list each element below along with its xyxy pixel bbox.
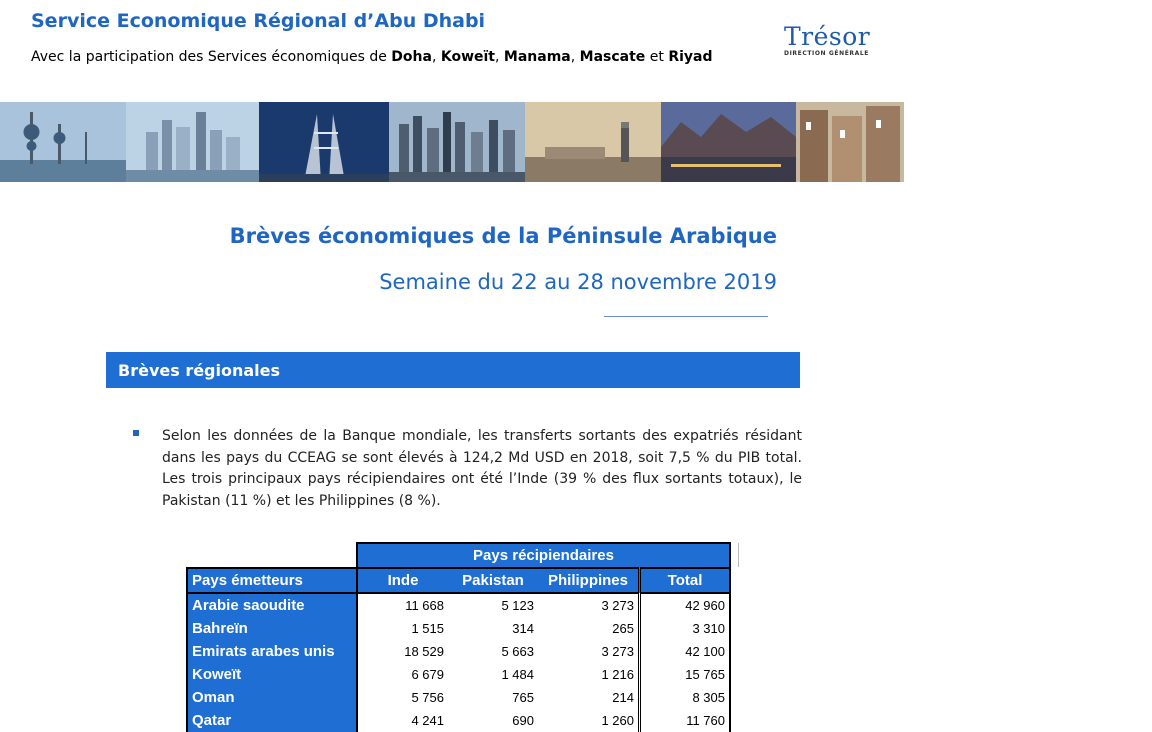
city-separator: , [495, 49, 504, 65]
cell-philippines: 3 273 [538, 593, 640, 617]
cell-inde: 6 679 [357, 663, 448, 686]
photo-riyad-skyline [525, 102, 661, 182]
logo-main: Trésor [784, 22, 871, 51]
cell-philippines: 265 [538, 617, 640, 640]
column-divider [738, 543, 739, 567]
row-country: Qatar [187, 709, 357, 732]
cell-inde: 1 515 [357, 617, 448, 640]
row-country: Bahreïn [187, 617, 357, 640]
cell-pakistan: 5 663 [448, 640, 538, 663]
tresor-logo [784, 24, 870, 58]
city-separator: , [431, 49, 441, 65]
cell-inde: 5 756 [357, 686, 448, 709]
cell-pakistan: 765 [448, 686, 538, 709]
column-header-philippines: Philippines [538, 568, 640, 593]
city-doha: Doha [391, 49, 432, 65]
section-title: Brèves régionales [118, 361, 281, 380]
cell-philippines: 1 216 [538, 663, 640, 686]
cell-pakistan: 314 [448, 617, 538, 640]
row-country: Emirats arabes unis [187, 640, 357, 663]
empty-corner-cell [187, 543, 357, 568]
remittances-table [186, 542, 731, 732]
bullet-square-icon [133, 430, 139, 436]
table-row [187, 663, 730, 686]
cell-pakistan: 1 484 [448, 663, 538, 686]
cell-total: 42 960 [640, 593, 731, 617]
logo-sub: DIRECTION GÉNÉRALE [784, 50, 870, 57]
cell-inde: 11 668 [357, 593, 448, 617]
week-subtitle: Semaine du 22 au 28 novembre 2019 [379, 270, 777, 294]
cell-inde: 18 529 [357, 640, 448, 663]
column-header-inde: Inde [357, 568, 448, 593]
cell-inde: 4 241 [357, 709, 448, 732]
photo-muscat [661, 102, 796, 182]
table-row [187, 686, 730, 709]
city-riyad: Riyad [668, 49, 713, 65]
cell-total: 8 305 [640, 686, 731, 709]
org-title: Service Economique Régional d’Abu Dhabi [31, 10, 486, 32]
cell-total: 3 310 [640, 617, 731, 640]
photo-kuwait-towers [0, 102, 126, 182]
cell-total: 11 760 [640, 709, 731, 732]
column-header-total: Total [640, 568, 731, 593]
column-header-country: Pays émetteurs [187, 568, 357, 593]
row-country: Oman [187, 686, 357, 709]
city-mascate: Mascate [579, 49, 646, 65]
photo-doha-skyline [389, 102, 525, 182]
table-row [187, 640, 730, 663]
city-manama: Manama [503, 49, 571, 65]
city-separator: et [645, 49, 669, 65]
group-header: Pays récipiendaires [357, 543, 730, 568]
title-divider [604, 316, 768, 317]
news-paragraph: Selon les données de la Banque mondiale, les transferts sortants des expatriés résidant dans les pays du CCEAG se sont élevés à 124,2 Md USD en 2018, soit 7,5 % du PIB total. Les trois principaux pays récipiendaires ont été l’Inde (39 % des flux sortants totaux), le Pakistan (11 %) et les Philippines (8 %). [162, 428, 802, 509]
cell-pakistan: 690 [448, 709, 538, 732]
city-koweit: Koweït [440, 49, 495, 65]
column-header-pakistan: Pakistan [448, 568, 538, 593]
cell-pakistan: 5 123 [448, 593, 538, 617]
cell-philippines: 1 260 [538, 709, 640, 732]
city-photo-banner [0, 102, 904, 182]
subtitle-prefix: Avec la participation des Services économiques de [31, 49, 387, 65]
row-country: Arabie saoudite [187, 593, 357, 617]
row-country: Koweït [187, 663, 357, 686]
cell-total: 15 765 [640, 663, 731, 686]
table-row [187, 709, 730, 732]
org-subtitle [31, 49, 713, 65]
photo-sanaa-old-city [796, 102, 904, 182]
table-row [187, 593, 730, 617]
cell-philippines: 3 273 [538, 640, 640, 663]
city-separator: , [570, 49, 580, 65]
photo-manama-wtc [259, 102, 389, 182]
photo-abu-dhabi-skyline [126, 102, 259, 182]
table-row [187, 617, 730, 640]
cell-total: 42 100 [640, 640, 731, 663]
main-title: Brèves économiques de la Péninsule Arabique [229, 224, 777, 248]
cell-philippines: 214 [538, 686, 640, 709]
